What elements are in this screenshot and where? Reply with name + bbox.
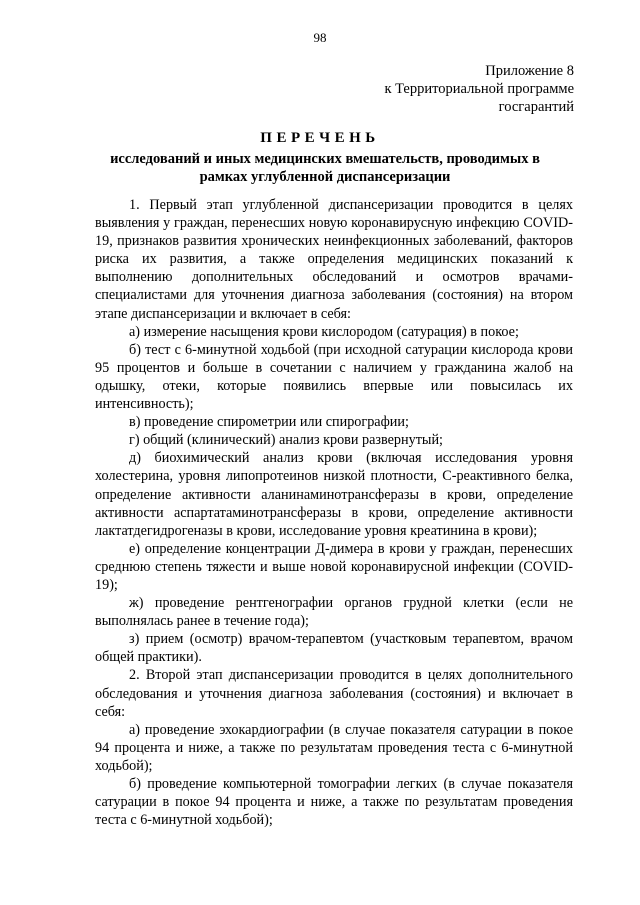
paragraph-item-e: е) определение концентрации Д-димера в крови у граждан, перенесших среднюю степень тяжести и выше новой коронавирусной инфекции (COVID-19); [95, 540, 573, 593]
paragraph-stage-1-intro: 1. Первый этап углубленной диспансеризации проводится в целях выявления у граждан, перенесших новую коронавирусную инфекцию COVID-19, признаков развития хронических неинфекционных заболеваний, факторов риска их развития, а также определения медицинских показаний к выполнению дополнительных обследований и осмотров врачами-специалистами для уточнения диагноза заболевания (состояния) на втором этапе диспансеризации и включает в себя: [95, 197, 573, 322]
document-subtitle: исследований и иных медицинских вмешательств, проводимых в рамках углубленной диспансеризации [110, 151, 540, 185]
document-title: ПЕРЕЧЕНЬ [260, 130, 380, 146]
paragraph-item-g: г) общий (клинический) анализ крови развернутый; [129, 432, 443, 449]
paragraph-item-d: д) биохимический анализ крови (включая исследования уровня холестерина, уровня липопротеинов низкой плотности, С-реактивного белка, определение активности аланинаминотрансферазы в крови, определение активности аспартатаминотрансферазы в крови, определение активности лактатдегидрогеназы в крови, исследование уровня креатинина в крови); [95, 450, 573, 539]
paragraph-stage-2-item-b: б) проведение компьютерной томографии легких (в случае показателя сатурации в покое 94 процента и ниже, а также по результатам проведения теста с 6-минутной ходьбой); [95, 776, 573, 829]
paragraph-stage-2-intro: 2. Второй этап диспансеризации проводится в целях дополнительного обследования и уточнения диагноза заболевания (состояния) и включает в себя: [95, 667, 573, 720]
paragraph-item-v: в) проведение спирометрии или спирографии; [129, 414, 409, 431]
paragraph-stage-2-item-a: а) проведение эхокардиографии (в случае показателя сатурации в покое 94 процента и ниже, а также по результатам проведения теста с 6-минутной ходьбой); [95, 721, 573, 774]
appendix-header [384, 62, 574, 116]
paragraph-item-z: з) прием (осмотр) врачом-терапевтом (участковым терапевтом, врачом общей практики). [95, 631, 573, 666]
appendix-line-3: госгарантий [498, 99, 574, 115]
paragraph-item-a: а) измерение насыщения крови кислородом (сатурация) в покое; [129, 323, 519, 340]
paragraph-item-b: б) тест с 6-минутной ходьбой (при исходной сатурации кислорода крови 95 процентов и больше в сочетании с наличием у гражданина жалоб на одышку, отеки, которые появились впервые или повысилась их интенсивность); [95, 341, 573, 413]
appendix-line-2: к Территориальной программе [384, 81, 574, 97]
paragraph-item-zh: ж) проведение рентгенографии органов грудной клетки (если не выполнялась ранее в течение года); [95, 595, 573, 630]
document-body [95, 196, 573, 829]
appendix-line-1: Приложение 8 [485, 63, 574, 79]
page-number: 98 [313, 30, 327, 45]
